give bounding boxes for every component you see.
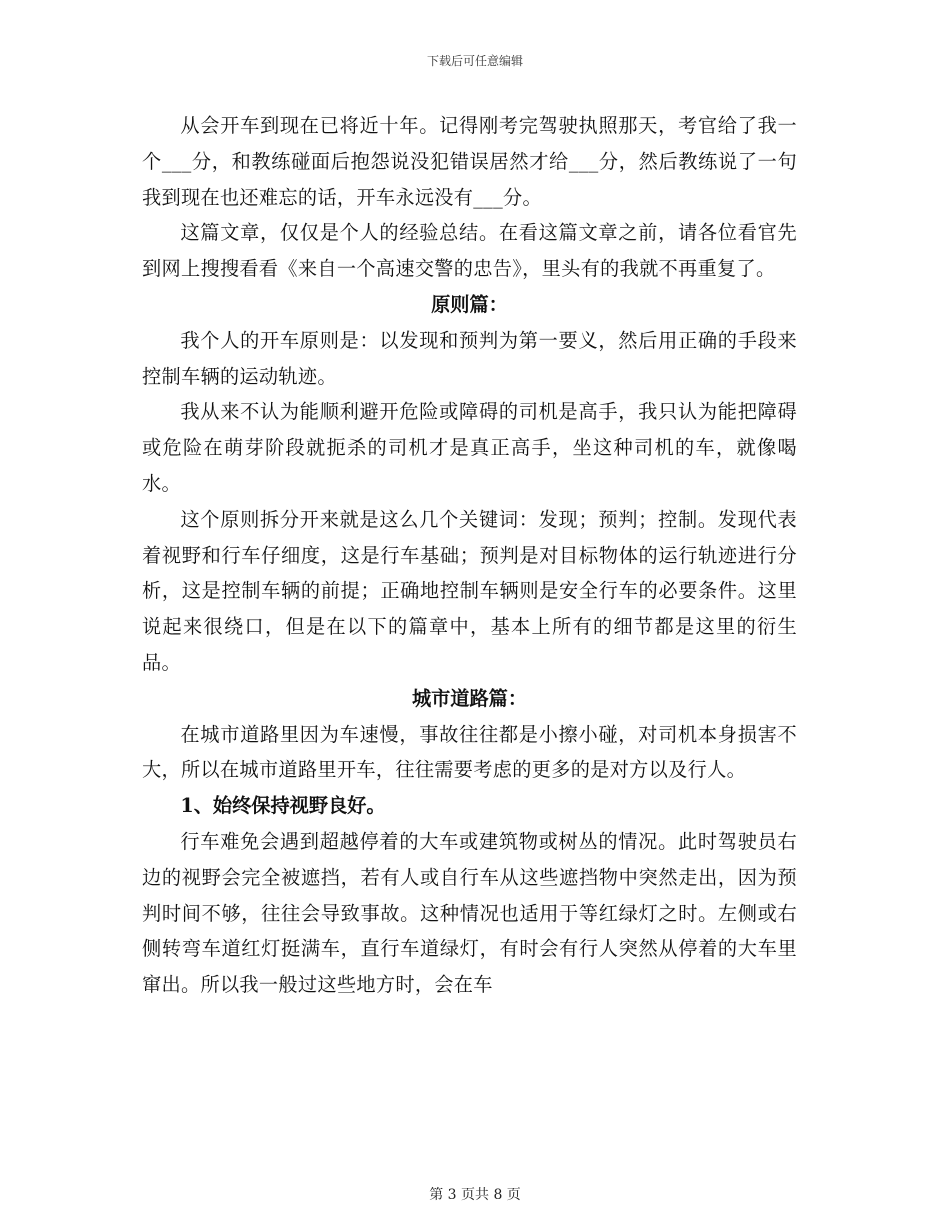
document-body [142,108,797,1003]
intro-paragraph-1: 从会开车到现在已将近十年。记得刚考完驾驶执照那天，考官给了我一个___分，和教练碰面后抱怨说没犯错误居然才给___分，然后教练说了一句我到现在也还难忘的话，开车永远没有___分。 [142,114,797,209]
page-header: 下载后可任意编辑 [426,54,523,68]
principle-paragraph-1: 我个人的开车原则是：以发现和预判为第一要义，然后用正确的手段来控制车辆的运动轨迹。 [142,328,797,388]
page-number-footer: 第 3 页共 8 页 [429,1187,521,1203]
intro-paragraph-2: 这篇文章，仅仅是个人的经验总结。在看这篇文章之前，请各位看官先到网上搜搜看看《来自一个高速交警的忠告》，里头有的我就不再重复了。 [142,221,797,281]
section-heading-principle: 原则篇： [431,292,508,316]
visibility-paragraph: 行车难免会遇到超越停着的大车或建筑物或树丛的情况。此时驾驶员右边的视野会完全被遮挡，若有人或自行车从这些遮挡物中突然走出，因为预判时间不够，往往会导致事故。这种情况也适用于等红绿灯之时。左侧或右侧转弯车道红灯挺满车，直行车道绿灯，有时会有行人突然从停着的大车里窜出。所以我一般过这些地方时，会在车 [142,829,797,997]
principle-paragraph-2: 我从来不认为能顺利避开危险或障碍的司机是高手，我只认为能把障碍或危险在萌芽阶段就扼杀的司机才是真正高手，坐这种司机的车，就像喝水。 [142,400,797,495]
principle-paragraph-3: 这个原则拆分开来就是这么几个关键词：发现；预判；控制。发现代表着视野和行车仔细度，这是行车基础；预判是对目标物体的运行轨迹进行分析，这是控制车辆的前提；正确地控制车辆则是安全行车的必要条件。这里说起来很绕口，但是在以下的篇章中，基本上所有的细节都是这里的衍生品。 [142,507,797,674]
city-road-intro-paragraph: 在城市道路里因为车速慢，事故往往都是小擦小碰，对司机本身损害不大，所以在城市道路里开车，往往需要考虑的更多的是对方以及行人。 [142,722,797,782]
subsection-heading-visibility: 1、始终保持视野良好。 [180,794,386,818]
section-heading-city-road: 城市道路篇： [411,686,528,710]
